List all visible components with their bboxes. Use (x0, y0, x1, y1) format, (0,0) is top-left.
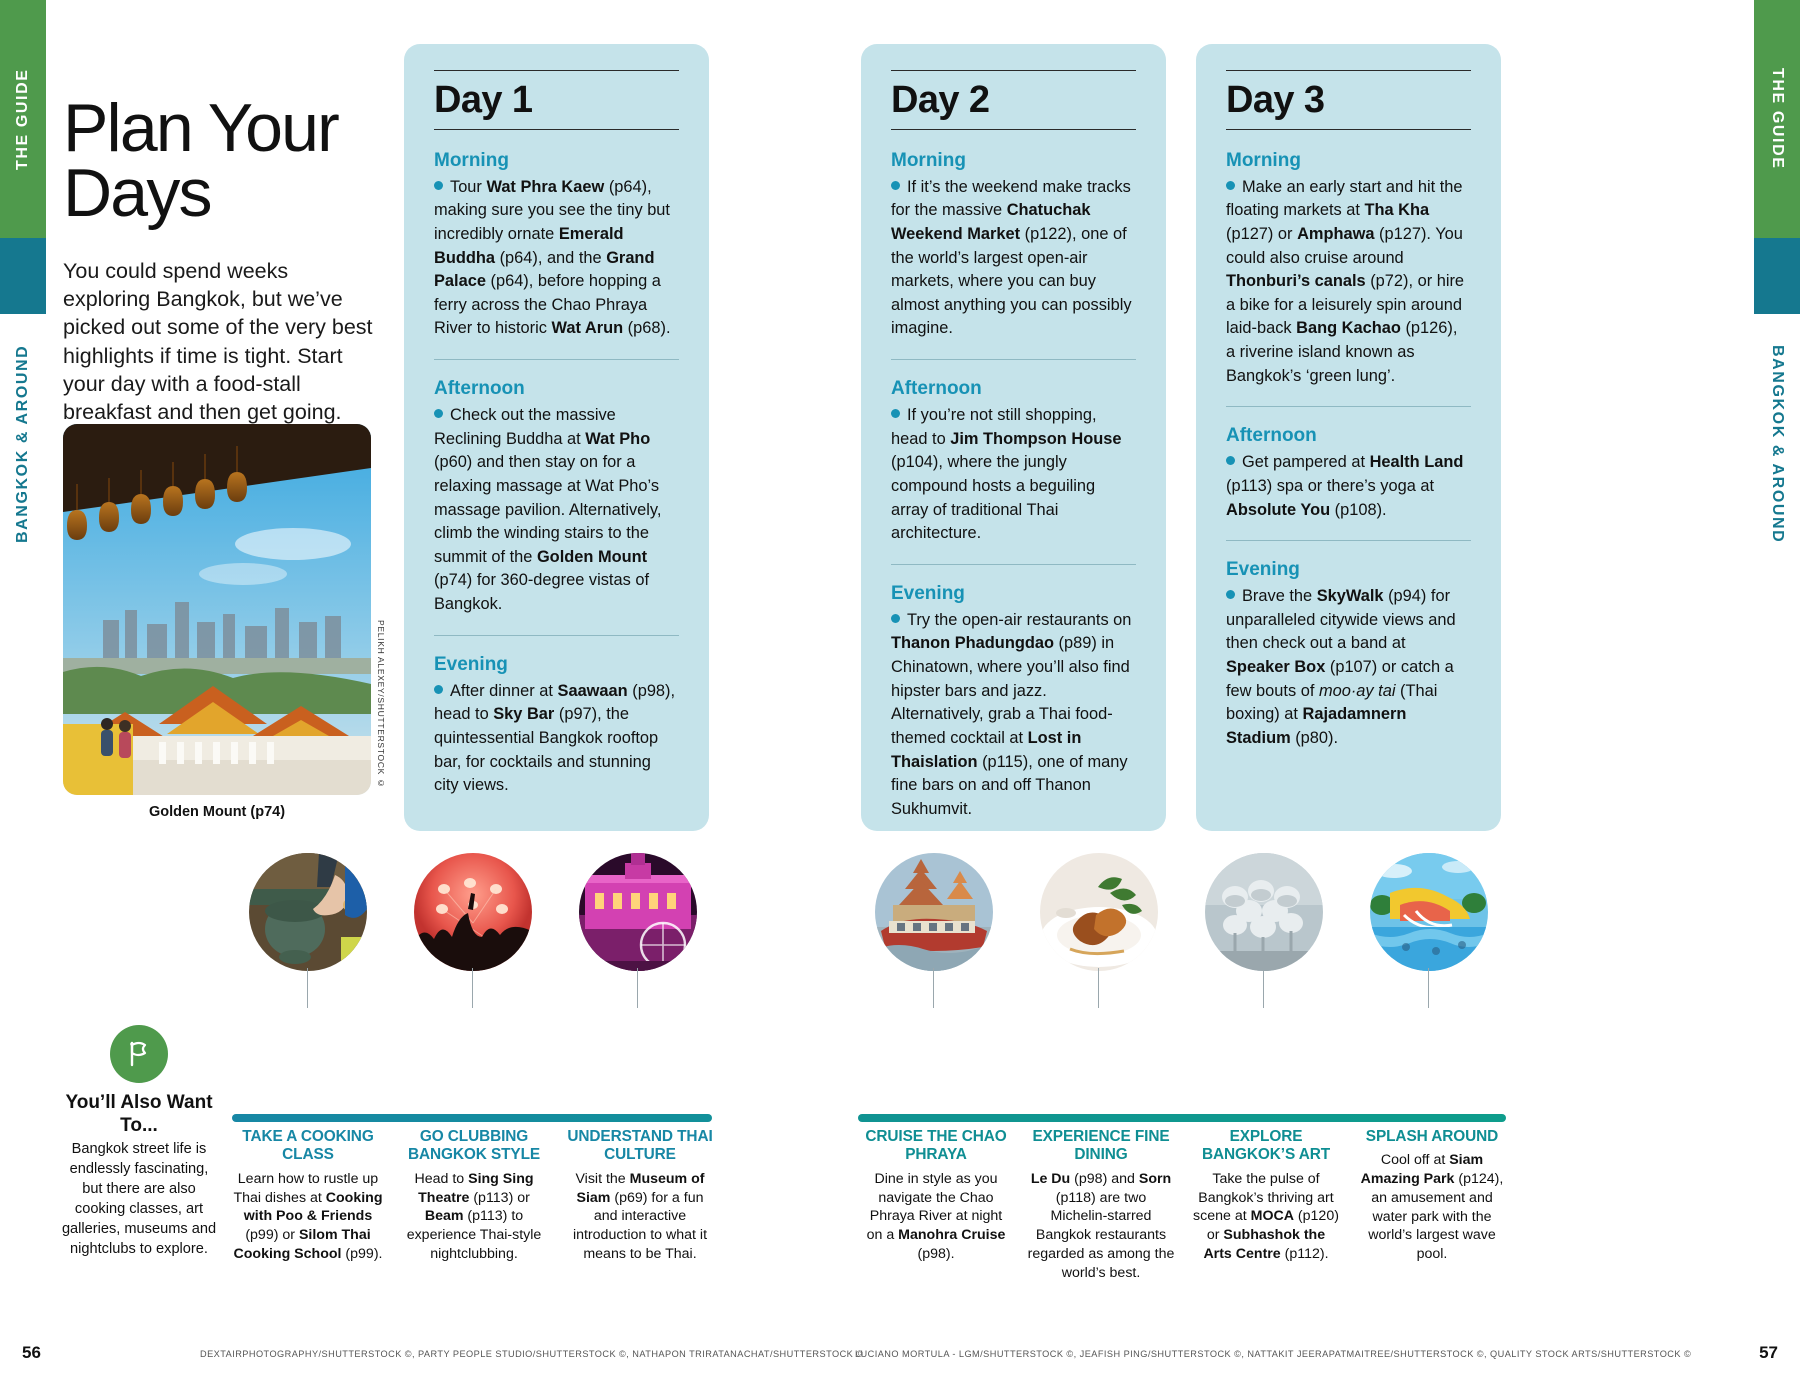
hero-photo-credit: PELIKH ALEXEY/SHUTTERSTOCK © (376, 620, 386, 789)
slot-label: Morning (434, 149, 509, 171)
nightclub-crowd-photo (414, 853, 532, 971)
bullet-icon (891, 409, 900, 418)
timeline-tick (1428, 968, 1429, 1008)
bullet-icon (434, 409, 443, 418)
day-slot-morning (434, 150, 679, 341)
rule (434, 129, 679, 130)
hero-caption: Golden Mount (p74) (148, 804, 286, 820)
timeline-tick (1098, 968, 1099, 1008)
day-card-3 (1196, 44, 1501, 831)
side-tab-divider-left (0, 238, 46, 314)
slot-label: Evening (891, 582, 965, 604)
strip-item-heading: GO CLUBBING BANGKOK STYLE (407, 1128, 541, 1164)
strip-item-heading: CRUISE THE CHAO PHRAYA (865, 1128, 1007, 1164)
side-tab-the-guide-right (1754, 0, 1800, 238)
day-slot-morning (1226, 150, 1471, 389)
timeline-tick (1263, 968, 1264, 1008)
timeline-tick (472, 968, 473, 1008)
slot-text: If you’re not still shopping, head to Jim Thompson House (p104), where the jungly compound hosts a beguiling array of traditional Thai architecture. (891, 406, 1122, 543)
rule (891, 70, 1136, 71)
strip-item-take-a-cooking-class (232, 1128, 384, 1264)
side-tab-label: THE GUIDE (14, 68, 31, 170)
bullet-icon (1226, 456, 1235, 465)
strip-item-body: Head to Sing Sing Theatre (p113) or Beam (p113) to experience Thai-style nightclubbing. (406, 1170, 542, 1262)
strip-item-heading: UNDERSTAND THAI CULTURE (567, 1128, 713, 1164)
lit-museum-photo (579, 853, 697, 971)
slot-label: Afternoon (891, 378, 982, 400)
strip-item-heading: TAKE A COOKING CLASS (242, 1128, 374, 1164)
mortar-pestle-photo (249, 853, 367, 971)
slot-text: If it’s the weekend make tracks for the massive Chatuchak Weekend Market (p122), one of the world’s largest open-air markets, where you can buy almost anything you can possibly imagine. (891, 177, 1132, 338)
slot-label: Morning (891, 149, 966, 171)
day-slot-afternoon (1226, 406, 1471, 522)
slot-label: Afternoon (1226, 425, 1317, 447)
day-slot-morning (891, 150, 1136, 341)
timeline-tick (637, 968, 638, 1008)
side-tab-divider-right (1754, 238, 1800, 314)
bullet-icon (1226, 590, 1235, 599)
day-card-1 (404, 44, 709, 831)
slot-label: Evening (1226, 559, 1300, 581)
strip-item-cruise-the-chao-phraya (862, 1128, 1010, 1264)
day-slot-afternoon (434, 359, 679, 617)
strip-item-body: Learn how to rustle up Thai dishes at Cooking with Poo & Friends (p99) or Silom Thai Cooking School (p99). (233, 1170, 383, 1262)
strip-item-body: Dine in style as you navigate the Chao Phraya River at night on a Manohra Cruise (p98). (866, 1170, 1006, 1262)
side-tab-label: THE GUIDE (1769, 68, 1786, 170)
slot-text: Tour Wat Phra Kaew (p64), making sure you see the tiny but incredibly ornate Emerald Buddha (p64), and the Grand Palace (p64), before hopping a ferry across the Chao Phraya River to historic Wat Arun (p68). (434, 177, 671, 338)
also-want-body: Bangkok street life is endlessly fascinating, but there are also cooking classes, art galleries, museums and nightclubs to explore. (61, 1141, 217, 1257)
side-tab-region-left (0, 314, 46, 574)
strip-item-body: Cool off at Siam Amazing Park (p124), an amusement and water park with the world’s largest wave pool. (1360, 1152, 1504, 1263)
rule (1226, 129, 1471, 130)
timeline-bar-right (858, 1114, 1506, 1122)
page-number-right: 57 (1759, 1343, 1778, 1362)
fine-dining-plate-photo (1040, 853, 1158, 971)
strip-item-understand-thai-culture (566, 1128, 714, 1264)
strip-item-heading: EXPLORE BANGKOK’S ART (1201, 1128, 1331, 1164)
page-title-line1: Plan Your (63, 90, 338, 166)
strip-item-experience-fine-dining (1027, 1128, 1175, 1282)
bullet-icon (434, 685, 443, 694)
slot-text: Brave the SkyWalk (p94) for unparalleled citywide views and then check out a band at Speaker Box (p107) or catch a few bouts of moo·ay tai (Thai boxing) at Rajadamnern Stadium (p80). (1226, 587, 1456, 747)
photo-credits-right: LUCIANO MORTULA - LGM/SHUTTERSTOCK ©, JEAFISH PING/SHUTTERSTOCK ©, NATTAKIT JEERAPATMAITREE/SHUTTERSTOCK ©, QUALITY STOCK ARTS/SHUTTERSTOCK © (855, 1349, 1692, 1359)
page-number-left: 56 (22, 1343, 41, 1362)
slot-label: Evening (434, 653, 508, 675)
bullet-icon (434, 181, 443, 190)
timeline-bar-left (232, 1114, 712, 1122)
strip-item-go-clubbing-bangkok-style (400, 1128, 548, 1264)
golden-mount-photo (63, 424, 371, 795)
slot-label: Afternoon (434, 378, 525, 400)
slot-text: Make an early start and hit the floating markets at Tha Kha (p127) or Amphawa (p127). You could also cruise around Thonburi’s canals (p72), or hire a bike for a leisurely spin around laid-back Bang Kachao (p126), a riverine island known as Bangkok’s ‘green lung’. (1226, 177, 1465, 385)
strip-item-explore-bangkoks-art (1192, 1128, 1340, 1264)
slot-text: Get pampered at Health Land (p113) spa or there’s yoga at Absolute You (p108). (1226, 453, 1464, 519)
day-title: Day 2 (891, 79, 990, 121)
day-card-2 (861, 44, 1166, 831)
water-park-photo (1370, 853, 1488, 971)
side-tab-label: BANGKOK & AROUND (14, 344, 31, 544)
strip-item-heading: SPLASH AROUND (1365, 1128, 1499, 1145)
timeline-tick (307, 968, 308, 1008)
day-title: Day 1 (434, 79, 533, 121)
strip-item-body: Visit the Museum of Siam (p69) for a fun and interactive introduction to what it means to be Thai. (572, 1170, 708, 1262)
intro-block (63, 90, 373, 427)
page-title-line2: Days (63, 155, 211, 232)
day-slot-evening (434, 635, 679, 798)
side-tab-label: BANGKOK & AROUND (1769, 344, 1786, 544)
slot-text: Try the open-air restaurants on Thanon Phadungdao (p89) in Chinatown, where you’ll also find hipster bars and jazz. Alternatively, grab a Thai food-themed cocktail at Lost in Thaislation (p115), one of many fine bars on and off Thanon Sukhumvit. (891, 610, 1132, 818)
strip-item-body: Take the pulse of Bangkok’s thriving art scene at MOCA (p120) or Subhashok the Arts Centre (p112). (1193, 1170, 1339, 1262)
rule (1226, 70, 1471, 71)
page-title (63, 90, 373, 232)
river-boat-photo (875, 853, 993, 971)
photo-credits-left: DEXTAIRPHOTOGRAPHY/SHUTTERSTOCK ©, PARTY PEOPLE STUDIO/SHUTTERSTOCK ©, NATHAPON TRIRATANACHAT/SHUTTERSTOCK © (200, 1349, 864, 1359)
rule (434, 70, 679, 71)
bullet-icon (891, 614, 900, 623)
side-tab-the-guide-left (0, 0, 46, 238)
day-slot-evening (891, 564, 1136, 822)
day-slot-evening (1226, 540, 1471, 750)
strip-item-heading: EXPERIENCE FINE DINING (1032, 1128, 1170, 1164)
intro-body: You could spend weeks exploring Bangkok, but we’ve picked out some of the very best highlights if time is tight. Start your day with a food-stall breakfast and then get going. (63, 258, 373, 425)
also-want-title: You’ll Also Want To... (65, 1092, 213, 1136)
strip-item-splash-around (1357, 1128, 1507, 1264)
art-sculpture-photo (1205, 853, 1323, 971)
timeline-tick (933, 968, 934, 1008)
bullet-icon (1226, 181, 1235, 190)
strip-item-body: Le Du (p98) and Sorn (p118) are two Michelin-starred Bangkok restaurants regarded as among the world’s best. (1027, 1170, 1175, 1281)
day-title: Day 3 (1226, 79, 1325, 121)
flag-icon (110, 1025, 168, 1083)
day-slot-afternoon (891, 359, 1136, 546)
slot-text: After dinner at Saawaan (p98), head to Sky Bar (p97), the quintessential Bangkok rooftop bar, for cocktails and stunning city views. (434, 681, 676, 795)
side-tab-region-right (1754, 314, 1800, 574)
rule (891, 129, 1136, 130)
bullet-icon (891, 181, 900, 190)
slot-label: Morning (1226, 149, 1301, 171)
slot-text: Check out the massive Reclining Buddha at Wat Pho (p60) and then stay on for a relaxing massage at Wat Pho’s massage pavilion. Alternatively, climb the winding stairs to the summit of the Golden Mount (p74) for 360-degree vistas of Bangkok. (434, 406, 662, 614)
